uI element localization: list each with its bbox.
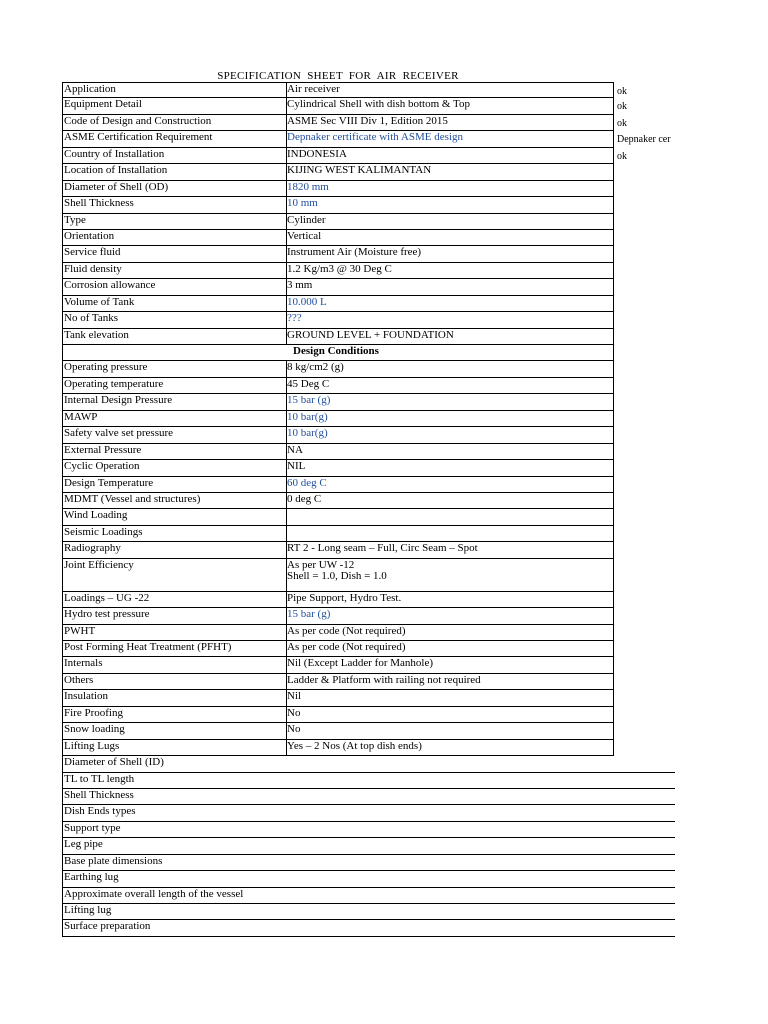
row-value: 3 mm xyxy=(287,279,313,292)
row-value: ??? xyxy=(287,312,302,325)
row-label: Application xyxy=(63,83,287,97)
row-label: Loadings – UG -22 xyxy=(63,592,287,607)
row-label: Cyclic Operation xyxy=(63,460,287,475)
table-row xyxy=(62,920,675,936)
row-value: NIL xyxy=(287,460,306,473)
row-value: NA xyxy=(287,443,303,456)
row-label: Others xyxy=(63,674,287,689)
row-label: Dish Ends types xyxy=(64,805,136,818)
row-value: 0 deg C xyxy=(287,492,322,505)
table-row xyxy=(62,871,675,887)
row-label: Diameter of Shell (ID) xyxy=(64,756,164,769)
row-label: Fluid density xyxy=(63,263,287,278)
table-row xyxy=(62,690,614,706)
table-row xyxy=(62,674,614,690)
row-value: Cylindrical Shell with dish bottom & Top xyxy=(287,98,470,111)
row-label: TL to TL length xyxy=(64,772,135,785)
row-label: Joint Efficiency xyxy=(63,559,287,591)
row-value: As per UW -12 Shell = 1.0, Dish = 1.0 xyxy=(287,558,387,582)
row-value: Ladder & Platform with railing not required xyxy=(287,673,481,686)
row-value: As per code (Not required) xyxy=(287,641,406,653)
row-value: No xyxy=(287,706,301,719)
row-label: Lifting lug xyxy=(64,904,112,916)
table-row xyxy=(62,838,675,854)
table-row xyxy=(62,657,614,673)
row-value: 10 bar(g) xyxy=(287,427,328,440)
row-label: Approximate overall length of the vessel xyxy=(64,887,244,900)
table-row xyxy=(62,394,614,410)
table-row xyxy=(62,230,614,246)
row-value: 15 bar (g) xyxy=(287,394,331,407)
table-row xyxy=(62,773,675,789)
row-label: Corrosion allowance xyxy=(63,279,287,294)
table-row xyxy=(62,296,614,312)
row-value: 10.000 L xyxy=(287,295,327,308)
table-row xyxy=(62,559,614,592)
row-label: Design Temperature xyxy=(63,477,287,492)
row-label: Hydro test pressure xyxy=(63,608,287,623)
row-value: 10 bar(g) xyxy=(287,410,328,423)
row-value: 10 mm xyxy=(287,197,318,210)
row-label: Insulation xyxy=(63,690,287,705)
table-row xyxy=(62,427,614,443)
table-row xyxy=(62,197,614,213)
table-row xyxy=(62,641,614,657)
section-heading-row xyxy=(62,345,614,361)
row-label: Seismic Loadings xyxy=(63,526,287,541)
row-label: Country of Installation xyxy=(63,148,287,163)
row-value: Cylinder xyxy=(287,213,326,226)
row-note: ok xyxy=(617,150,627,162)
row-value: Depnaker certificate with ASME design xyxy=(287,131,463,144)
row-value: Instrument Air (Moisture free) xyxy=(287,246,422,259)
row-label: Equipment Detail xyxy=(63,98,287,113)
table-row xyxy=(62,805,675,821)
row-note: Depnaker cer xyxy=(617,134,671,146)
row-note: ok xyxy=(617,101,627,113)
table-row xyxy=(62,822,675,838)
row-value: 1820 mm xyxy=(287,180,329,193)
row-note: ok xyxy=(617,86,627,97)
row-label: Shell Thickness xyxy=(64,788,134,801)
row-label: Code of Design and Construction xyxy=(63,115,287,130)
section-heading-cell xyxy=(63,345,613,360)
table-row xyxy=(62,147,627,164)
row-value xyxy=(286,526,613,541)
row-value: Yes – 2 Nos (At top dish ends) xyxy=(287,739,422,752)
row-label: Service fluid xyxy=(63,246,287,261)
row-label: Safety valve set pressure xyxy=(63,427,287,442)
table-row xyxy=(62,855,675,871)
table-row xyxy=(62,214,614,230)
row-label: Radiography xyxy=(63,542,287,557)
table-row xyxy=(62,114,627,131)
table-row xyxy=(62,312,614,328)
row-label: Support type xyxy=(64,821,121,834)
row-label: Orientation xyxy=(63,230,287,245)
row-value: GROUND LEVEL + FOUNDATION xyxy=(287,328,454,341)
row-value: Nil xyxy=(287,690,302,703)
table-row xyxy=(62,361,614,377)
row-label: Internal Design Pressure xyxy=(63,394,287,409)
row-label: PWHT xyxy=(63,625,287,640)
table-row xyxy=(62,477,614,493)
row-label: Diameter of Shell (OD) xyxy=(63,181,287,196)
row-value: 60 deg C xyxy=(287,476,327,489)
table-row xyxy=(62,592,614,608)
table-row xyxy=(62,904,675,920)
table-row xyxy=(62,98,627,114)
table-row xyxy=(62,723,614,739)
row-label: Volume of Tank xyxy=(63,296,287,311)
row-label: Shell Thickness xyxy=(63,197,287,212)
row-label: Internals xyxy=(63,657,287,672)
row-label: No of Tanks xyxy=(63,312,287,327)
row-value: 1.2 Kg/m3 @ 30 Deg C xyxy=(287,262,392,275)
table-row xyxy=(62,82,627,98)
row-value: 8 kg/cm2 (g) xyxy=(287,361,344,374)
row-value: ASME Sec VIII Div 1, Edition 2015 xyxy=(287,114,448,127)
table-row xyxy=(62,625,614,641)
row-note: ok xyxy=(617,117,627,129)
row-label: Snow loading xyxy=(63,723,287,738)
row-label: Wind Loading xyxy=(63,509,287,524)
table-row xyxy=(62,378,614,394)
row-label: Post Forming Heat Treatment (PFHT) xyxy=(63,641,287,656)
row-label: MAWP xyxy=(63,411,287,426)
row-label: Operating pressure xyxy=(63,361,287,376)
row-label: ASME Certification Requirement xyxy=(63,131,287,146)
table-row xyxy=(62,542,614,558)
row-value: Air receiver xyxy=(287,83,340,95)
table-row xyxy=(62,263,614,279)
row-label: Type xyxy=(63,214,287,229)
row-label: External Pressure xyxy=(63,444,287,459)
table-row xyxy=(62,740,614,756)
row-label: Lifting Lugs xyxy=(63,740,287,755)
table-row xyxy=(62,181,614,197)
row-label: Tank elevation xyxy=(63,329,287,344)
row-label: Operating temperature xyxy=(63,378,287,393)
table-row xyxy=(62,526,614,542)
table-row xyxy=(62,789,675,805)
row-value: KIJING WEST KALIMANTAN xyxy=(287,164,432,177)
table-row xyxy=(62,164,614,180)
row-value: No xyxy=(287,723,301,736)
row-value: INDONESIA xyxy=(287,147,347,160)
specification-table xyxy=(62,82,675,937)
table-row xyxy=(62,608,614,624)
row-label: Fire Proofing xyxy=(63,707,287,722)
table-row xyxy=(62,246,614,262)
row-label: Earthing lug xyxy=(64,871,119,884)
sheet-title: SPECIFICATION SHEET FOR AIR RECEIVER xyxy=(217,70,459,82)
table-row xyxy=(62,707,614,723)
row-label: MDMT (Vessel and structures) xyxy=(63,493,287,508)
row-label: Base plate dimensions xyxy=(64,854,163,867)
table-row xyxy=(62,131,671,147)
table-row xyxy=(62,411,614,427)
table-row xyxy=(62,493,614,509)
row-value: As per code (Not required) xyxy=(287,624,406,637)
table-row xyxy=(62,460,614,476)
row-value xyxy=(286,509,613,524)
row-value: 45 Deg C xyxy=(287,377,330,390)
table-row xyxy=(62,756,675,772)
table-row xyxy=(62,279,614,295)
row-label: Location of Installation xyxy=(63,164,287,179)
row-label: Leg pipe xyxy=(64,838,103,851)
row-label: Surface preparation xyxy=(64,920,151,933)
table-row xyxy=(62,888,675,904)
table-row xyxy=(62,509,614,525)
row-value: Nil (Except Ladder for Manhole) xyxy=(287,657,433,670)
table-row xyxy=(62,444,614,460)
row-value: 15 bar (g) xyxy=(287,608,331,621)
row-value: Pipe Support, Hydro Test. xyxy=(287,591,402,604)
table-row xyxy=(62,329,614,345)
section-heading: Design Conditions xyxy=(293,345,379,357)
row-value: Vertical xyxy=(287,229,322,242)
row-value: RT 2 - Long seam – Full, Circ Seam – Spot xyxy=(287,542,478,555)
